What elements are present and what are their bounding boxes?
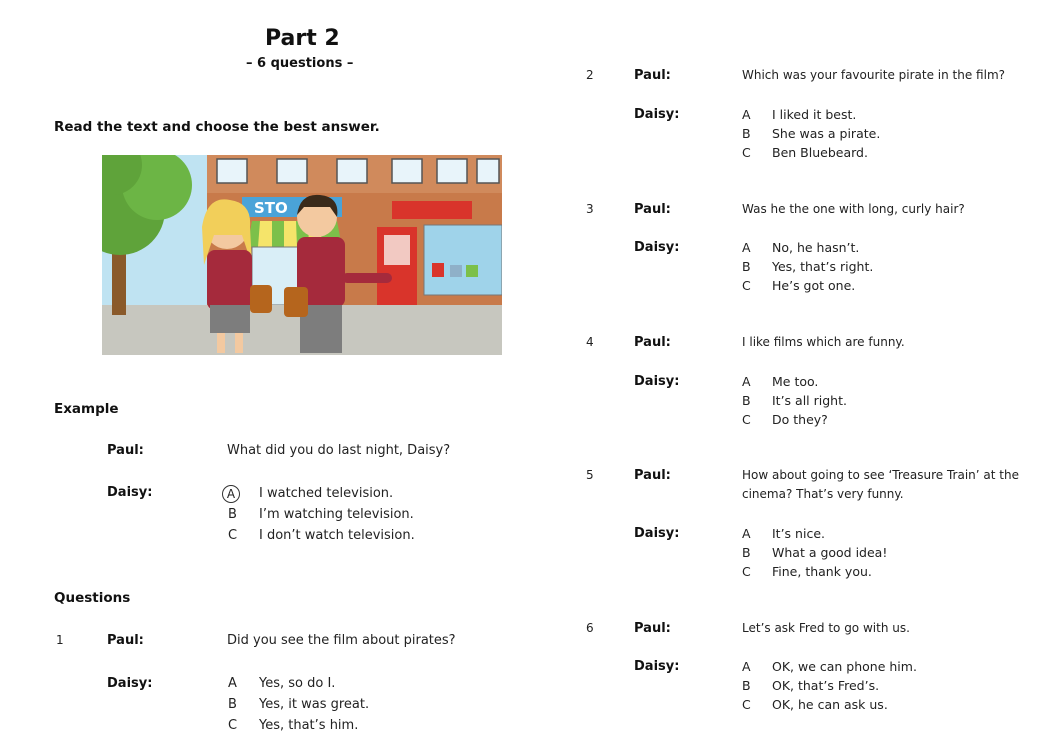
example-question-text: What did you do last night, Daisy?	[227, 443, 451, 458]
question-text-line2: cinema? That’s very funny.	[742, 487, 904, 501]
example-option-a-text: I watched television.	[259, 486, 394, 501]
option-text: OK, he can ask us.	[772, 697, 888, 712]
option-letter: C	[742, 412, 751, 427]
option-letter: C	[742, 278, 751, 293]
question-number: 3	[586, 202, 594, 216]
option-text: She was a pirate.	[772, 126, 881, 141]
example-option-c-text: I don’t watch television.	[259, 528, 415, 543]
instruction-text: Read the text and choose the best answer.	[54, 119, 380, 135]
option-letter: A	[742, 107, 751, 122]
option-text: It’s all right.	[772, 393, 847, 408]
question-speaker: Paul:	[634, 468, 671, 483]
example-option-b-letter: B	[228, 507, 237, 522]
option-letter: C	[742, 697, 751, 712]
example-answer-speaker: Daisy:	[107, 485, 153, 500]
option-letter: A	[742, 374, 751, 389]
question-text: Was he the one with long, curly hair?	[742, 202, 965, 216]
option-letter: B	[742, 545, 751, 560]
option-letter: C	[742, 145, 751, 160]
question-number: 6	[586, 621, 594, 635]
question-text: I like films which are funny.	[742, 335, 905, 349]
question-number: 1	[56, 633, 64, 647]
option-text: Ben Bluebeard.	[772, 145, 868, 160]
answer-speaker: Daisy:	[634, 374, 680, 389]
option-letter: C	[228, 718, 238, 733]
answer-speaker: Daisy:	[107, 676, 153, 691]
question-number: 5	[586, 468, 594, 482]
option-text: Yes, that’s right.	[772, 259, 874, 274]
selected-answer-circle: A	[222, 485, 240, 503]
option-text: Me too.	[772, 374, 819, 389]
option-letter: A	[228, 676, 237, 691]
option-text: OK, we can phone him.	[772, 659, 917, 674]
example-option-b-text: I’m watching television.	[259, 507, 414, 522]
option-text: What a good idea!	[772, 545, 888, 560]
answer-speaker: Daisy:	[634, 659, 680, 674]
question-text-line1: How about going to see ‘Treasure Train’ at the	[742, 468, 1019, 482]
shop-sign-text: STO	[254, 199, 288, 217]
question-text: Which was your favourite pirate in the film?	[742, 68, 1006, 82]
question-speaker: Paul:	[634, 68, 671, 83]
option-text: Yes, it was great.	[259, 697, 370, 712]
question-text: Let’s ask Fred to go with us.	[742, 621, 910, 635]
option-text: Yes, that’s him.	[259, 718, 359, 733]
illustration-image	[102, 155, 502, 355]
option-letter: B	[228, 697, 237, 712]
option-text: It’s nice.	[772, 526, 825, 541]
option-letter: B	[742, 259, 751, 274]
answer-speaker: Daisy:	[634, 240, 680, 255]
option-letter: A	[742, 526, 751, 541]
question-speaker: Paul:	[634, 202, 671, 217]
option-text: No, he hasn’t.	[772, 240, 860, 255]
question-speaker: Paul:	[634, 335, 671, 350]
question-number: 4	[586, 335, 594, 349]
option-text: I liked it best.	[772, 107, 857, 122]
questions-heading: Questions	[54, 590, 131, 606]
example-heading: Example	[54, 401, 119, 417]
option-text: OK, that’s Fred’s.	[772, 678, 880, 693]
question-text: Did you see the film about pirates?	[227, 633, 456, 648]
page-title: Part 2	[265, 26, 340, 51]
example-option-a-letter	[222, 485, 240, 503]
option-letter: B	[742, 678, 751, 693]
example-question-speaker: Paul:	[107, 443, 144, 458]
option-letter: A	[742, 240, 751, 255]
question-speaker: Paul:	[634, 621, 671, 636]
option-letter: A	[742, 659, 751, 674]
question-speaker: Paul:	[107, 633, 144, 648]
option-text: Do they?	[772, 412, 828, 427]
answer-speaker: Daisy:	[634, 107, 680, 122]
question-number: 2	[586, 68, 594, 82]
answer-speaker: Daisy:	[634, 526, 680, 541]
page-subtitle: – 6 questions –	[246, 56, 354, 71]
option-text: He’s got one.	[772, 278, 856, 293]
option-text: Yes, so do I.	[259, 676, 336, 691]
option-text: Fine, thank you.	[772, 564, 872, 579]
option-letter: B	[742, 393, 751, 408]
option-letter: B	[742, 126, 751, 141]
example-option-c-letter: C	[228, 528, 238, 543]
option-letter: C	[742, 564, 751, 579]
